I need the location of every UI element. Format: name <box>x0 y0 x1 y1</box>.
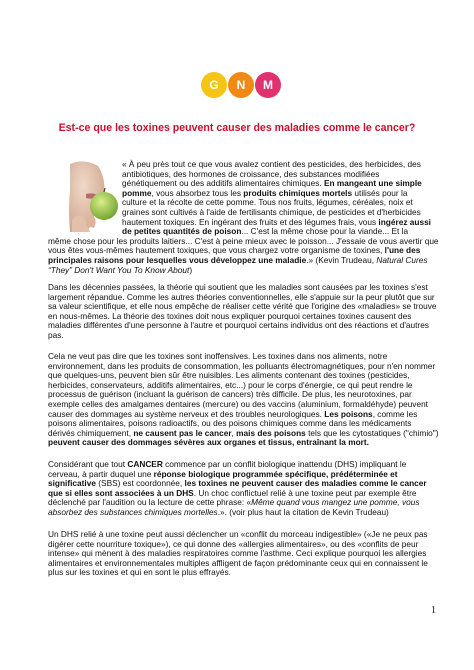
text: , vous absorbez tous les <box>151 187 244 198</box>
logo-letter-n: N <box>228 72 254 98</box>
text-line: Dans les décennies passées, la théorie qui soutient que les maladies sont causées par les toxines s'est <box>48 282 428 292</box>
logo-letter-m: M <box>255 72 281 98</box>
text-bold: les toxines ne peuvent causer des maladies comme le cancer <box>184 478 427 489</box>
text-italic: “They” Don't Want You To Know About <box>48 264 190 275</box>
text: .». (voir plus haut la citation de Kevin Trudeau) <box>217 506 389 517</box>
text-bold: En mangeant une simple <box>321 178 422 189</box>
paragraph-quote <box>48 159 439 275</box>
text-line: en nous-mêmes. La théorie des toxines doit nous expliquer pourquoi certaines toxines causent des <box>48 310 412 321</box>
text-bold: que si elles sont associées à un DHS <box>48 487 194 498</box>
paragraph-dhs-toxin <box>48 529 428 578</box>
text-bold: mais des poisons <box>236 427 306 438</box>
text-italic: Natural Cures <box>376 254 428 265</box>
text: dérivés chimiquement, <box>48 427 134 438</box>
text-bold: CANCER <box>127 459 163 469</box>
text-bold: pomme <box>122 187 152 198</box>
text: . Un choc conflictuel relié à une toxine peut par exemple être <box>193 487 417 498</box>
text-line: pas. <box>48 329 64 340</box>
text-line: sa valeur scientifique, et elle nous empêche de réaliser cette vérité que l'origine des «maladies» se trouve <box>48 301 437 312</box>
text-bold: réponse biologique programmée spécifique, prédéterminée et <box>153 468 398 479</box>
paragraph-cancer-dhs <box>48 459 427 518</box>
paragraph-toxins-harmful <box>48 351 439 448</box>
text: génétiquement ou des additifs alimentaires chimiques. <box>122 178 322 189</box>
text: déclenché par l'audition ou la lecture de cette phrase: « <box>48 497 252 508</box>
document-title: Est-ce que les toxines peuvent causer des maladies comme le cancer? <box>58 122 416 134</box>
text-line: exemple celles des amalgames dentaires (mercure) ou des vaccins (aluminium, formaldéhyde) peuvent <box>48 398 428 409</box>
text: , comme les <box>372 408 418 419</box>
text-line: digérer cette nourriture toxique»), ce qui donne des «allergies alimentaires», ou des «conflits de peur <box>48 538 419 549</box>
text-line: environnement, dans les produits de consommation, les polluants électromagnétiques, pour n'en nommer <box>48 360 436 371</box>
text-line-bold: peuvent causer des dommages sévères aux organes et tissus, entraînant la mort. <box>48 437 369 448</box>
text-bold: ingérez aussi <box>378 216 431 227</box>
text: graines sont cultivés à l'aide de fertilisants chimique, de pesticides et d'herbicides <box>122 206 421 217</box>
text-line: que quelques-uns, peuvent bien sûr être nuisibles. Les aliments contenant des toxines (pesticides, <box>48 370 410 381</box>
text: tels que les cytostatiques ("chimio") <box>305 427 439 438</box>
text: cerveau, à partir duquel une <box>48 468 154 479</box>
page-number: 1 <box>431 605 436 616</box>
text-line: largement répandue. Comme les autres théories conventionnelles, elle s'appuie sur la peur plutôt que sur <box>48 291 435 302</box>
text-bold: principales raisons pour lesquelles vous développez une maladie <box>48 254 307 265</box>
text-bold: ne causent pas le cancer <box>133 427 232 438</box>
text-bold: significative <box>48 478 96 489</box>
text: , <box>231 427 237 438</box>
text: .» (Kevin Trudeau, <box>306 254 377 265</box>
text-line: maladies différentes d'une personne à l'autre et pourquoi certains individus ont des réactions et d'autres <box>48 320 429 331</box>
text: causer des dommages au système nerveux et des troubles neurologiques. <box>48 408 325 419</box>
text-italic: absorbez des substances chimiques mortelles <box>48 506 218 517</box>
text-line: herbicides, conservateurs, additifs alimentaires, etc...) pour le corps d'énergie, ce qui peut rendre le <box>48 379 413 390</box>
gnm-logo <box>201 72 281 98</box>
text: utilisés pour la <box>352 187 408 198</box>
text-bold: l'une des <box>384 245 421 256</box>
text-bold: de petites quantités de poison <box>122 226 242 237</box>
text-italic: Même quand vous mangez une pomme, vous <box>251 497 420 508</box>
text-line: processus de guérison (incluant la guérison de cancers) très difficile. De plus, les neurotoxines, par <box>48 389 412 400</box>
text-line: intense» qui mènent à des maladies respiratoires comme l'asthme. Ceci explique pourquoi les allergies <box>48 548 427 559</box>
text: même chose pour les produits laitiers... C'est à peine mieux avec le poisson... J'essaie de vous avertir que <box>48 235 439 246</box>
text: ) <box>189 264 193 275</box>
text-line: alimentaires et environnementales multiples affligent de façon prédominante ceux qui en connaissent le <box>48 557 428 568</box>
text: (SBS) est coordonnée, <box>95 478 185 489</box>
text-line: plus sur les toxines et qui en sont le plus effrayés. <box>48 567 231 578</box>
text: « À peu près tout ce que vous avalez contient des pesticides, des herbicides, des <box>122 159 421 169</box>
text-bold: Les poisons <box>324 408 373 419</box>
text-line: Cela ne veut pas dire que les toxines sont inoffensives. Les toxines dans nos aliments, notre <box>48 351 388 361</box>
text-line: poisons alimentaires, poisons radioactifs, ou des poisons chimiques comme dans les médicaments <box>48 418 412 429</box>
text: culture et la récolte de cette pomme. Tous nos fruits, légumes, céréales, noix et <box>122 197 413 208</box>
text: antibiotiques, des hormones de croissance, des substances modifiées <box>122 168 380 179</box>
text-line: Un DHS relié à une toxine peut aussi déclencher un «conflit du morceau indigestible» («Je ne peux pas <box>48 529 428 539</box>
text: ... C'est la même chose pour la viande... Et la <box>241 226 409 237</box>
text: vous êtes vous-mêmes hautement toxiques, que vous chargez votre organisme de toxines, <box>48 245 385 256</box>
paragraph-toxin-theory <box>48 282 437 341</box>
text-bold: produits chimiques mortels <box>243 187 353 198</box>
logo-letter-g: G <box>201 72 227 98</box>
text: hautement toxiques. En ingérant des fruits et des légumes frais, vous <box>122 216 379 227</box>
text: commence par un conflit biologique inattendu (DHS) impliquant le <box>162 459 407 469</box>
text: Considérant que tout <box>48 459 128 469</box>
